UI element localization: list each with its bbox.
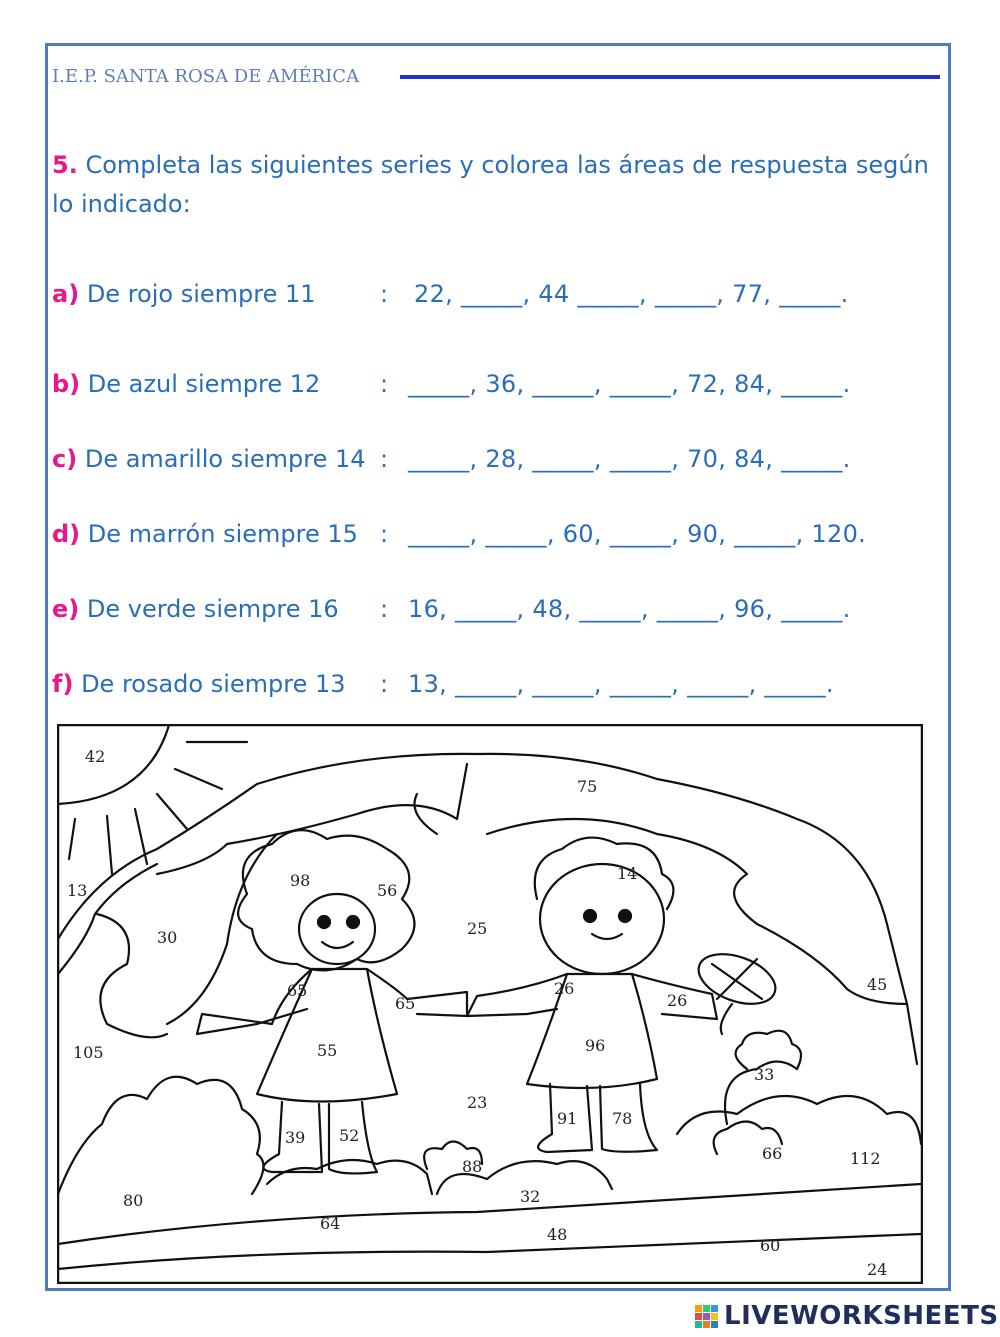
coloring-picture xyxy=(57,724,923,1284)
girl-eye-left xyxy=(318,916,330,928)
series-row-f xyxy=(52,670,834,702)
boy-eye-left xyxy=(584,910,596,922)
bush-middle-left xyxy=(267,1160,432,1194)
net-mesh xyxy=(712,959,762,999)
boy-hair xyxy=(535,838,674,909)
num-42: 42 xyxy=(85,747,106,766)
exercise-number: 5. xyxy=(52,151,78,179)
num-52: 52 xyxy=(339,1126,360,1145)
girl-arm-right xyxy=(367,969,467,1016)
coloring-numbers xyxy=(67,747,887,1279)
series-letter: f) xyxy=(52,670,74,698)
boy-eye-right xyxy=(619,910,631,922)
school-name: I.E.P. SANTA ROSA DE AMÉRICA xyxy=(52,66,360,87)
mountain-outline xyxy=(58,754,917,1064)
series-label: De azul siempre 12 xyxy=(87,370,321,398)
num-45: 45 xyxy=(867,975,888,994)
series-label: De rojo siempre 11 xyxy=(86,280,316,308)
num-105: 105 xyxy=(73,1043,104,1062)
series-colon: : xyxy=(380,595,389,623)
series-colon: : xyxy=(380,445,389,473)
path-top xyxy=(58,1184,921,1244)
instruction-text: Completa las siguientes series y colorea las áreas de respuesta según lo indicado: xyxy=(52,151,929,218)
num-13: 13 xyxy=(67,881,88,900)
num-64: 64 xyxy=(320,1214,341,1233)
path-bottom xyxy=(58,1234,921,1269)
boy-face xyxy=(540,864,664,974)
num-78: 78 xyxy=(612,1109,633,1128)
picture-border xyxy=(58,725,922,1283)
series-label: De marrón siempre 15 xyxy=(87,520,358,548)
net-handle xyxy=(721,1004,732,1034)
num-14: 14 xyxy=(617,864,638,883)
series-sequence[interactable]: 22, _____, 44 _____, _____, 77, _____. xyxy=(414,280,849,308)
series-sequence[interactable]: _____, _____, 60, _____, 90, _____, 120. xyxy=(408,520,867,548)
series-letter: e) xyxy=(52,595,80,623)
num-65-right: 65 xyxy=(395,994,416,1013)
num-96: 96 xyxy=(585,1036,606,1055)
num-88: 88 xyxy=(462,1157,483,1176)
instruction xyxy=(52,146,947,224)
series-row-e xyxy=(52,595,851,627)
boy-arm-left xyxy=(467,974,567,1016)
num-75: 75 xyxy=(577,777,598,796)
bush-right xyxy=(677,1096,921,1144)
series-sequence[interactable]: _____, 28, _____, _____, 70, 84, _____. xyxy=(408,445,851,473)
num-25: 25 xyxy=(467,919,488,938)
series-letter: c) xyxy=(52,445,78,473)
girl-dress xyxy=(257,969,397,1102)
num-30: 30 xyxy=(157,928,178,947)
series-row-c xyxy=(52,445,851,477)
num-66: 66 xyxy=(762,1144,783,1163)
series-label: De rosado siempre 13 xyxy=(81,670,346,698)
series-label: De amarillo siempre 14 xyxy=(84,445,366,473)
num-55: 55 xyxy=(317,1041,338,1060)
num-48: 48 xyxy=(547,1225,568,1244)
girl-mouth xyxy=(322,942,353,948)
header-divider xyxy=(400,75,940,79)
num-80: 80 xyxy=(123,1191,144,1210)
girl-arm-left xyxy=(197,969,312,1034)
bush-left xyxy=(58,1077,263,1194)
series-letter: b) xyxy=(52,370,81,398)
series-colon: : xyxy=(380,280,389,308)
num-91: 91 xyxy=(557,1109,578,1128)
series-letter: d) xyxy=(52,520,81,548)
series-letter: a) xyxy=(52,280,80,308)
girl-hair xyxy=(238,830,414,970)
num-56: 56 xyxy=(377,881,398,900)
num-24: 24 xyxy=(867,1260,888,1279)
series-row-a xyxy=(52,280,849,312)
num-39: 39 xyxy=(285,1128,306,1147)
num-33: 33 xyxy=(754,1065,775,1084)
girl-face xyxy=(299,894,375,964)
series-colon: : xyxy=(380,370,389,398)
series-row-d xyxy=(52,520,867,552)
footer-brand[interactable] xyxy=(695,1299,999,1333)
boy-shirt xyxy=(527,974,657,1088)
boy-mouth xyxy=(592,934,622,939)
series-sequence[interactable]: _____, 36, _____, _____, 72, 84, _____. xyxy=(408,370,851,398)
num-26-right: 26 xyxy=(667,991,688,1010)
num-60: 60 xyxy=(760,1236,781,1255)
brand-name: LIVEWORKSHEETS xyxy=(724,1301,999,1331)
series-sequence[interactable]: 16, _____, 48, _____, _____, 96, _____. xyxy=(408,595,851,623)
series-colon: : xyxy=(380,670,389,698)
num-32: 32 xyxy=(520,1187,541,1206)
sun-outline xyxy=(58,725,169,804)
num-112: 112 xyxy=(850,1149,881,1168)
girl-eye-right xyxy=(347,916,359,928)
series-colon: : xyxy=(380,520,389,548)
liveworksheets-logo-icon xyxy=(695,1305,718,1328)
series-row-b xyxy=(52,370,851,402)
num-65-left: 65 xyxy=(287,981,308,1000)
num-23: 23 xyxy=(467,1093,488,1112)
series-sequence[interactable]: 13, _____, _____, _____, _____, _____. xyxy=(408,670,834,698)
series-label: De verde siempre 16 xyxy=(86,595,339,623)
rock-mid xyxy=(167,834,277,1024)
num-98: 98 xyxy=(290,871,311,890)
num-26-left: 26 xyxy=(554,979,575,998)
